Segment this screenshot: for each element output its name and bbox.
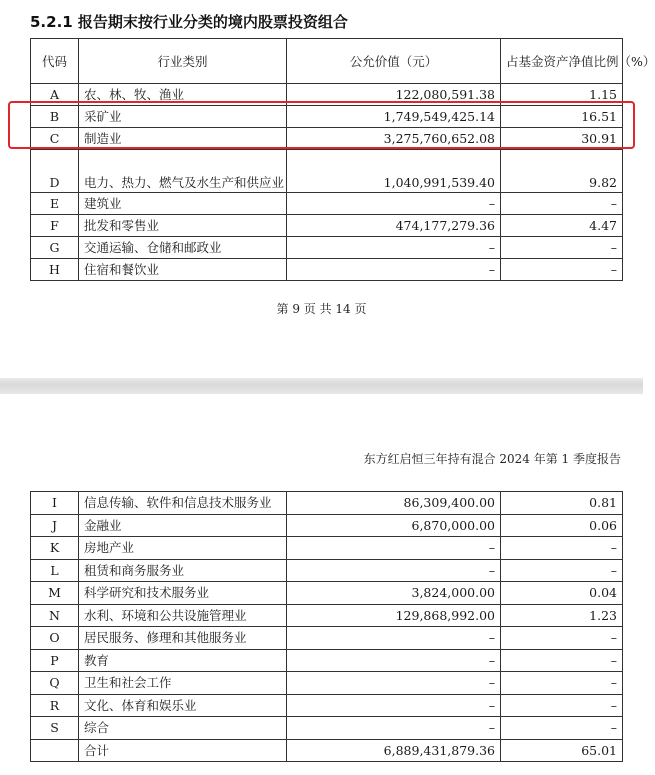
table-row — [31, 514, 623, 537]
industry-name: 文化、体育和娱乐业 — [79, 694, 287, 717]
industry-code: I — [31, 492, 79, 515]
industry-code: R — [31, 694, 79, 717]
industry-name: 农、林、牧、渔业 — [79, 84, 287, 106]
table-row — [31, 215, 623, 237]
total-row — [31, 739, 623, 762]
net-asset-pct: – — [501, 649, 623, 672]
fair-value: – — [287, 237, 501, 259]
table-row — [31, 604, 623, 627]
table-row — [31, 694, 623, 717]
net-asset-pct: 4.47 — [501, 215, 623, 237]
net-asset-pct: – — [501, 193, 623, 215]
industry-name: 采矿业 — [79, 106, 287, 128]
fair-value: 1,040,991,539.40 — [287, 150, 501, 193]
industry-code: E — [31, 193, 79, 215]
industry-name: 房地产业 — [79, 537, 287, 560]
page-number: 第 9 页 共 14 页 — [276, 302, 367, 316]
industry-name: 租赁和商务服务业 — [79, 559, 287, 582]
industry-name: 综合 — [79, 717, 287, 740]
industry-code: Q — [31, 672, 79, 695]
net-asset-pct: – — [501, 537, 623, 560]
industry-name: 批发和零售业 — [79, 215, 287, 237]
fair-value: – — [287, 694, 501, 717]
industry-code: C — [31, 128, 79, 150]
fair-value: – — [287, 259, 501, 281]
fair-value: 122,080,591.38 — [287, 84, 501, 106]
industry-code: F — [31, 215, 79, 237]
header-net-asset-pct: 占基金资产净值比例（%） — [501, 39, 623, 84]
table-row — [31, 672, 623, 695]
page-separator — [0, 378, 643, 394]
table-row — [31, 492, 623, 515]
fair-value: – — [287, 559, 501, 582]
industry-code: H — [31, 259, 79, 281]
table-row — [31, 559, 623, 582]
net-asset-pct: 30.91 — [501, 128, 623, 150]
document-page-9 — [0, 0, 655, 378]
industry-name: 卫生和社会工作 — [79, 672, 287, 695]
industry-allocation-table — [30, 38, 655, 281]
net-asset-pct: 9.82 — [501, 150, 623, 193]
fair-value: 474,177,279.36 — [287, 215, 501, 237]
industry-code: B — [31, 106, 79, 128]
industry-name: 制造业 — [79, 128, 287, 150]
net-asset-pct: 1.23 — [501, 604, 623, 627]
fair-value: 1,749,549,425.14 — [287, 106, 501, 128]
total-net-asset-pct: 65.01 — [501, 739, 623, 762]
industry-code: J — [31, 514, 79, 537]
table-row — [31, 128, 623, 150]
industry-code: K — [31, 537, 79, 560]
fair-value: – — [287, 537, 501, 560]
net-asset-pct: – — [501, 717, 623, 740]
industry-code: G — [31, 237, 79, 259]
net-asset-pct: – — [501, 672, 623, 695]
net-asset-pct: 0.81 — [501, 492, 623, 515]
industry-code: S — [31, 717, 79, 740]
industry-name: 交通运输、仓储和邮政业 — [79, 237, 287, 259]
fair-value: – — [287, 627, 501, 650]
fair-value: – — [287, 649, 501, 672]
table-row — [31, 649, 623, 672]
net-asset-pct: – — [501, 259, 623, 281]
industry-name: 水利、环境和公共设施管理业 — [79, 604, 287, 627]
net-asset-pct: 0.04 — [501, 582, 623, 605]
industry-name: 居民服务、修理和其他服务业 — [79, 627, 287, 650]
fair-value: 3,275,760,652.08 — [287, 128, 501, 150]
table-row — [31, 537, 623, 560]
net-asset-pct: 1.15 — [501, 84, 623, 106]
industry-code: P — [31, 649, 79, 672]
industry-code: O — [31, 627, 79, 650]
table-row — [31, 84, 623, 106]
industry-name: 住宿和餐饮业 — [79, 259, 287, 281]
header-fair-value: 公允价值（元） — [287, 39, 501, 84]
table-header-row — [31, 39, 623, 84]
total-fair-value: 6,889,431,879.36 — [287, 739, 501, 762]
report-title-header: 东方红启恒三年持有混合 2024 年第 1 季度报告 — [363, 452, 621, 466]
net-asset-pct: – — [501, 627, 623, 650]
total-label: 合计 — [79, 739, 287, 762]
industry-code: N — [31, 604, 79, 627]
industry-code: D — [31, 150, 79, 193]
industry-name: 电力、热力、燃气及水生产和供应业 — [79, 150, 287, 193]
net-asset-pct: – — [501, 237, 623, 259]
fair-value: 3,824,000.00 — [287, 582, 501, 605]
section-heading: 5.2.1 报告期末按行业分类的境内股票投资组合 — [30, 13, 348, 31]
table-row — [31, 106, 623, 128]
fair-value: 129,868,992.00 — [287, 604, 501, 627]
net-asset-pct: – — [501, 559, 623, 582]
industry-name: 教育 — [79, 649, 287, 672]
industry-allocation-table-continued — [30, 491, 623, 762]
fair-value: – — [287, 672, 501, 695]
table-row — [31, 717, 623, 740]
header-industry: 行业类别 — [79, 39, 287, 84]
document-page-10 — [0, 394, 643, 775]
table-row — [31, 150, 623, 193]
fair-value: 86,309,400.00 — [287, 492, 501, 515]
industry-name: 金融业 — [79, 514, 287, 537]
table-row — [31, 193, 623, 215]
net-asset-pct: 0.06 — [501, 514, 623, 537]
net-asset-pct: – — [501, 694, 623, 717]
industry-code: L — [31, 559, 79, 582]
industry-name: 建筑业 — [79, 193, 287, 215]
fair-value: – — [287, 193, 501, 215]
industry-name: 信息传输、软件和信息技术服务业 — [79, 492, 287, 515]
table-row — [31, 259, 623, 281]
table-row — [31, 237, 623, 259]
industry-name: 科学研究和技术服务业 — [79, 582, 287, 605]
industry-code: M — [31, 582, 79, 605]
net-asset-pct: 16.51 — [501, 106, 623, 128]
header-code: 代码 — [31, 39, 79, 84]
fair-value: 6,870,000.00 — [287, 514, 501, 537]
table-row — [31, 627, 623, 650]
fair-value: – — [287, 717, 501, 740]
table-row — [31, 582, 623, 605]
industry-code: A — [31, 84, 79, 106]
industry-code — [31, 739, 79, 762]
